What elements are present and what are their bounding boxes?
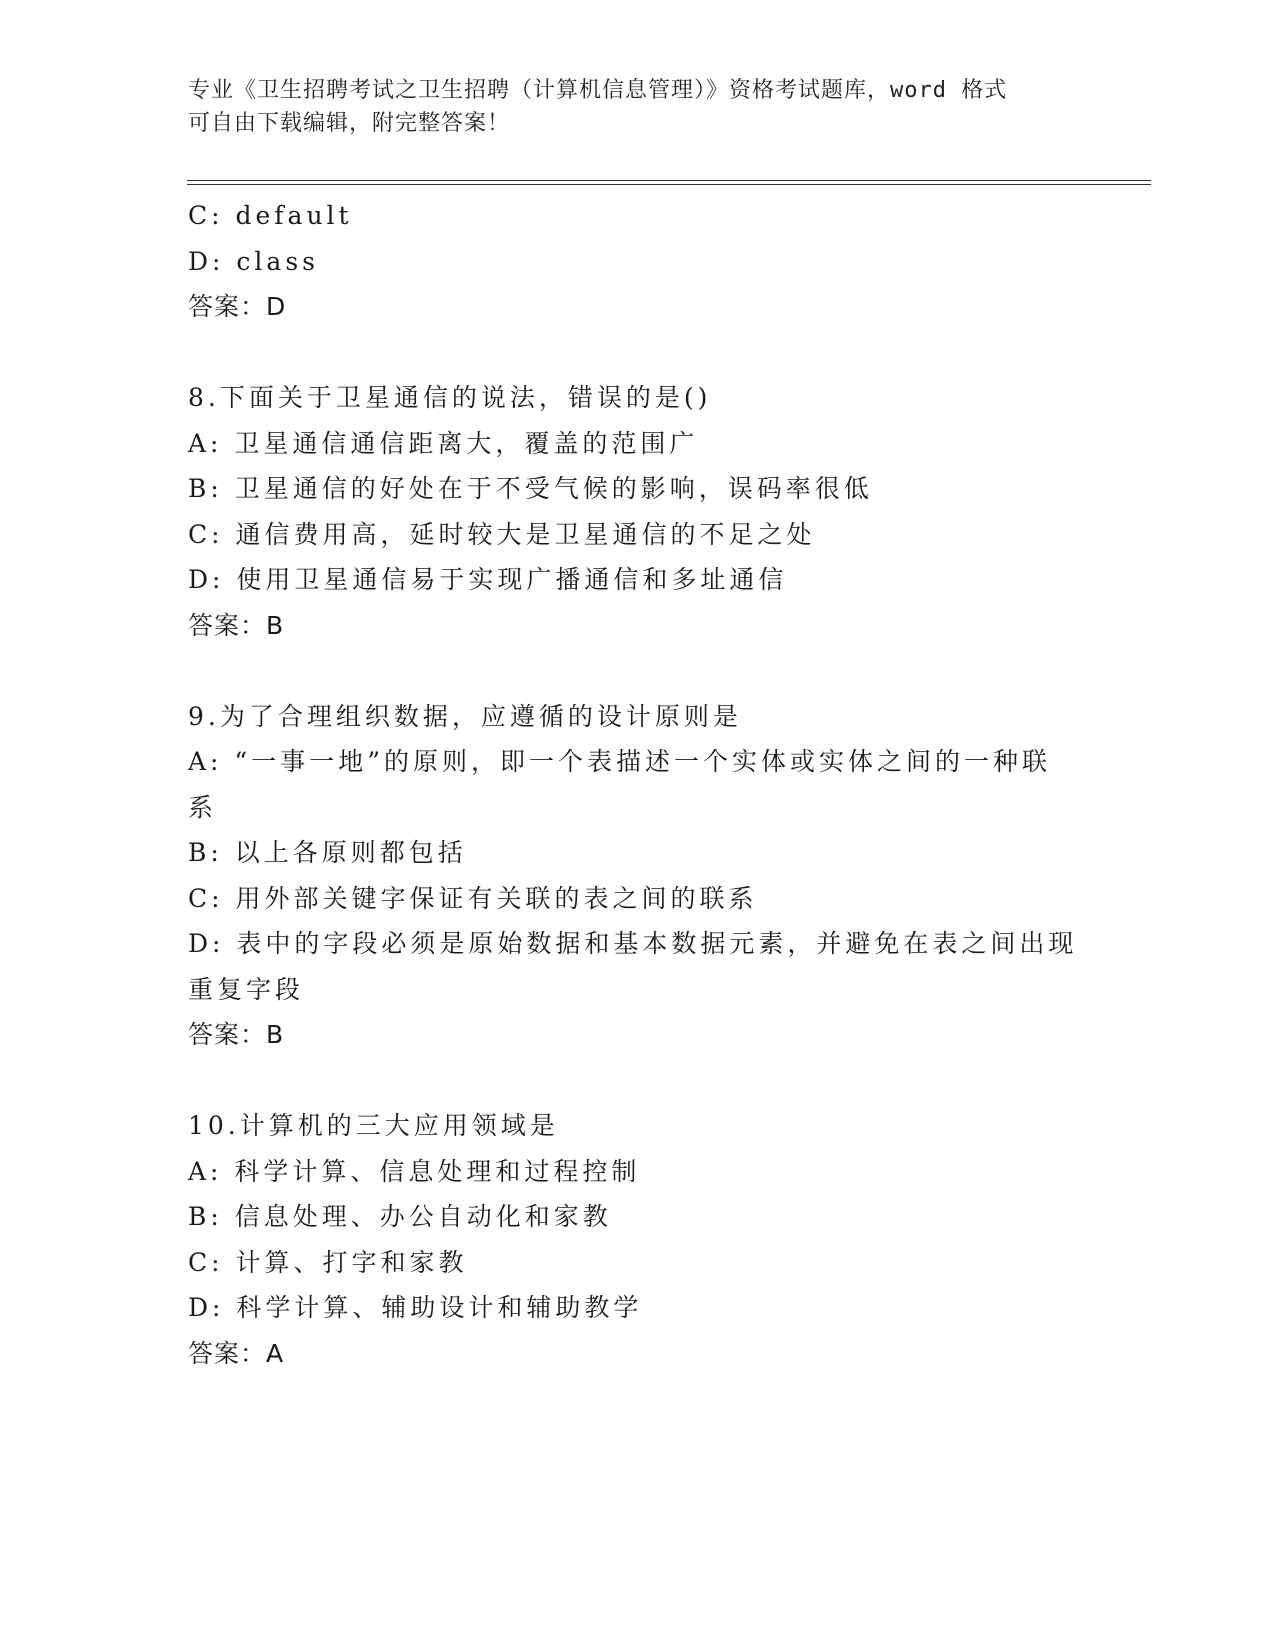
header-line-2: 可自由下载编辑，附完整答案！ bbox=[188, 111, 511, 136]
option-a: A: 卫星通信通信距离大，覆盖的范围广 bbox=[188, 428, 699, 458]
question-text: 9.为了合理组织数据，应遵循的设计原则是 bbox=[188, 701, 742, 731]
spacer bbox=[188, 648, 1088, 694]
question-list bbox=[188, 193, 1088, 1376]
option-d: D: class bbox=[188, 246, 319, 276]
option-c: C: 通信费用高，延时较大是卫星通信的不足之处 bbox=[188, 519, 816, 549]
question-10 bbox=[188, 1103, 1088, 1376]
option-a: A: “一事一地”的原则，即一个表描述一个实体或实体之间的一种联 bbox=[188, 747, 1051, 776]
option-d: D: 使用卫星通信易于实现广播通信和多址通信 bbox=[188, 565, 788, 594]
answer: 答案：B bbox=[188, 1020, 285, 1049]
answer: 答案：A bbox=[188, 1338, 285, 1368]
option-c: C: 用外部关键字保证有关联的表之间的联系 bbox=[188, 883, 758, 913]
option-a: A: 科学计算、信息处理和过程控制 bbox=[188, 1156, 641, 1186]
option-d: D: 科学计算、辅助设计和辅助教学 bbox=[188, 1293, 643, 1322]
option-b: B: 卫星通信的好处在于不受气候的影响，误码率很低 bbox=[188, 474, 873, 503]
spacer bbox=[188, 330, 1088, 376]
option-b: B: 以上各原则都包括 bbox=[188, 838, 467, 867]
question-7-tail bbox=[188, 193, 1088, 330]
header-line-1: 专业《卫生招聘考试之卫生招聘（计算机信息管理）》资格考试题库，word 格式 bbox=[188, 78, 1008, 103]
option-c: C: default bbox=[188, 201, 353, 230]
option-d-continued: 重复字段 bbox=[188, 974, 305, 1004]
question-text: 10.计算机的三大应用领域是 bbox=[188, 1111, 559, 1140]
option-b: B: 信息处理、办公自动化和家教 bbox=[188, 1202, 612, 1231]
spacer bbox=[188, 1058, 1088, 1104]
header-divider-top bbox=[187, 180, 1151, 181]
option-c: C: 计算、打字和家教 bbox=[188, 1247, 468, 1277]
option-d: D: 表中的字段必须是原始数据和基本数据元素，并避免在表之间出现 bbox=[188, 929, 1078, 958]
question-text: 8.下面关于卫星通信的说法，错误的是() bbox=[188, 383, 712, 412]
document-header bbox=[188, 74, 1088, 140]
question-8 bbox=[188, 375, 1088, 648]
option-a-continued: 系 bbox=[188, 792, 218, 822]
header-divider-bottom bbox=[187, 184, 1151, 185]
answer: 答案：D bbox=[188, 292, 287, 321]
question-9 bbox=[188, 694, 1088, 1058]
answer: 答案：B bbox=[188, 610, 285, 640]
